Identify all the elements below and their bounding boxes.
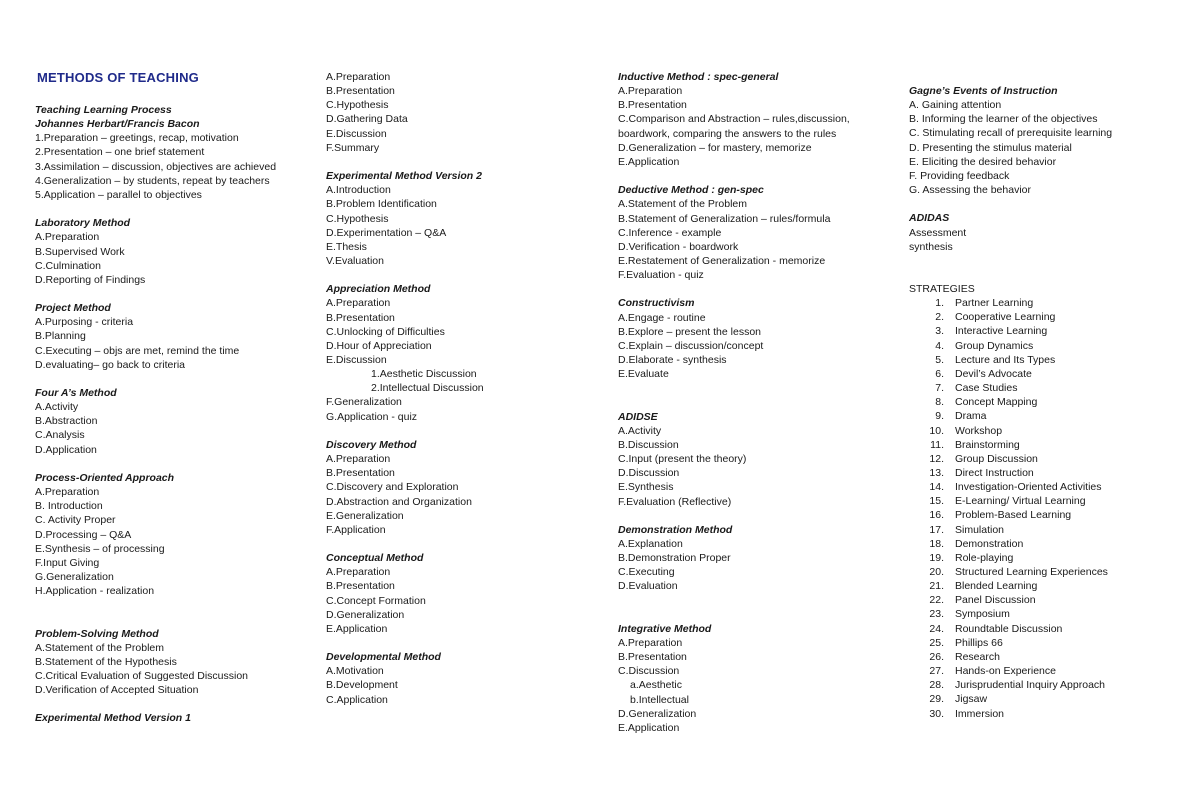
list-item: E.Application (326, 622, 388, 635)
list-item: B.Discussion (618, 438, 679, 451)
list-item: A.Motivation (326, 665, 384, 678)
section-heading: Experimental Method Version 2 (326, 170, 482, 183)
list-item: C.Comparison and Abstraction – rules,discussion, (618, 113, 850, 126)
list-item: E.Synthesis (618, 481, 674, 494)
strategy-item: Phillips 66 (955, 636, 1003, 649)
list-item: B.Presentation (326, 467, 395, 480)
list-item: V.Evaluation (326, 254, 384, 267)
strategy-item: Role-playing (955, 551, 1014, 564)
strategy-item: Investigation-Oriented Activities (955, 481, 1102, 494)
strategy-number: 23. (929, 608, 944, 621)
list-item: E.Discussion (326, 127, 387, 140)
list-item: C.Executing – objs are met, remind the time (35, 344, 240, 357)
list-item: E.Restatement of Generalization - memorize (618, 254, 826, 267)
list-item: C.Critical Evaluation of Suggested Discussion (35, 670, 249, 682)
list-item: 2.Intellectual Discussion (371, 382, 484, 395)
list-item: F.Application (326, 523, 386, 536)
section-heading: Inductive Method : spec-general (618, 71, 779, 83)
list-item: A.Preparation (618, 85, 683, 98)
list-item: D.Reporting of Findings (35, 273, 146, 286)
list-item: A.Activity (618, 424, 662, 437)
list-item: D.Experimentation – Q&A (326, 226, 447, 239)
list-item: C.Unlocking of Difficulties (326, 325, 445, 338)
list-item: B.Presentation (326, 311, 395, 324)
strategy-number: 26. (929, 650, 944, 663)
section-heading: Discovery Method (326, 438, 417, 451)
strategy-number: 30. (929, 707, 944, 720)
list-item: B.Statement of Generalization – rules/formula (618, 212, 831, 225)
list-item: D.evaluating– go back to criteria (35, 358, 185, 371)
strategy-item: Immersion (955, 707, 1005, 720)
strategy-item: Drama (955, 410, 987, 423)
list-item: A.Preparation (35, 486, 100, 499)
page-title: METHODS OF TEACHING (37, 70, 199, 85)
strategy-item: E-Learning/ Virtual Learning (955, 495, 1086, 508)
list-item: boardwork, comparing the answers to the rules (618, 127, 837, 140)
list-item: C. Stimulating recall of prerequisite learning (909, 127, 1113, 140)
list-item: B.Presentation (618, 651, 687, 664)
list-item: A.Preparation (35, 231, 100, 244)
strategy-number: 3. (935, 325, 944, 338)
strategy-item: Direct Instruction (955, 466, 1034, 479)
list-item: C.Explain – discussion/concept (618, 339, 764, 352)
list-item: 1.Preparation – greetings, recap, motivation (35, 132, 239, 145)
section-heading: Process-Oriented Approach (35, 471, 175, 484)
strategy-number: 29. (929, 693, 944, 706)
list-item: C.Input (present the theory) (618, 453, 747, 466)
strategy-number: 4. (935, 339, 944, 352)
strategy-item: Partner Learning (955, 297, 1034, 310)
list-item: F.Generalization (326, 396, 402, 409)
list-item: D.Generalization (618, 707, 697, 720)
list-item: a.Aesthetic (630, 679, 682, 692)
list-item: B.Planning (35, 330, 86, 343)
strategy-number: 19. (929, 551, 944, 564)
list-item: B.Supervised Work (35, 245, 125, 258)
strategy-item: Roundtable Discussion (955, 622, 1063, 635)
list-item: 4.Generalization – by students, repeat by teachers (35, 174, 270, 187)
strategy-number: 27. (929, 665, 944, 678)
section-heading: Laboratory Method (35, 217, 131, 230)
strategy-item: Jurisprudential Inquiry Approach (955, 679, 1106, 692)
strategy-number: 7. (935, 382, 944, 395)
list-item: E. Eliciting the desired behavior (909, 155, 1057, 168)
list-item: G. Assessing the behavior (909, 184, 1031, 197)
strategy-number: 25. (929, 636, 944, 649)
list-item: D.Processing – Q&A (35, 528, 132, 541)
list-item: B.Demonstration Proper (618, 552, 731, 565)
section-heading: Johannes Herbart/Francis Bacon (35, 118, 200, 131)
list-item: D.Evaluation (618, 580, 678, 593)
list-item: B.Statement of the Hypothesis (35, 655, 177, 668)
strategy-item: Structured Learning Experiences (955, 566, 1108, 578)
list-item: 5.Application – parallel to objectives (35, 188, 202, 201)
list-item: B. Informing the learner of the objectives (909, 113, 1098, 126)
list-item: 1.Aesthetic Discussion (371, 368, 477, 381)
list-item: F. Providing feedback (909, 169, 1010, 182)
list-item: A.Engage - routine (618, 311, 706, 324)
list-item: D.Verification - boardwork (618, 240, 739, 253)
section-heading: Conceptual Method (326, 552, 424, 565)
list-item: B.Problem Identification (326, 198, 437, 211)
list-item: F.Evaluation (Reflective) (618, 495, 732, 508)
list-item: D.Abstraction and Organization (326, 495, 472, 508)
list-item: A.Introduction (326, 184, 391, 197)
list-item: B.Explore – present the lesson (618, 325, 762, 338)
list-item: b.Intellectual (630, 693, 689, 706)
strategy-item: Simulation (955, 523, 1005, 536)
list-item: C.Analysis (35, 429, 85, 442)
list-item: B.Abstraction (35, 415, 98, 428)
strategy-item: Cooperative Learning (955, 311, 1056, 324)
list-item: 3.Assimilation – discussion, objectives are achieved (35, 160, 277, 173)
strategy-item: Symposium (955, 608, 1010, 621)
list-item: D.Generalization (326, 608, 405, 621)
list-item: A.Preparation (326, 71, 391, 83)
list-item: C.Executing (618, 566, 675, 579)
list-item: F.Summary (326, 141, 380, 154)
list-item: D. Presenting the stimulus material (909, 141, 1072, 154)
section-heading: Developmental Method (326, 651, 441, 664)
section-heading: Deductive Method : gen-spec (618, 184, 764, 197)
section-heading: Demonstration Method (618, 523, 733, 536)
strategy-item: Devil’s Advocate (955, 367, 1032, 380)
list-item: C.Hypothesis (326, 212, 389, 225)
strategy-number: 16. (929, 509, 944, 522)
list-item: F.Input Giving (35, 556, 100, 569)
list-item: G.Application - quiz (326, 410, 418, 423)
strategy-item: Brainstorming (955, 438, 1020, 451)
strategy-item: Interactive Learning (955, 325, 1048, 338)
strategy-number: 14. (929, 481, 944, 494)
list-item: B.Development (326, 679, 398, 692)
list-item: E.Generalization (326, 509, 404, 522)
list-item: B. Introduction (35, 500, 103, 513)
section-heading: Four A’s Method (35, 387, 117, 399)
section-heading: ADIDSE (618, 410, 658, 423)
list-item: E.Synthesis – of processing (35, 542, 165, 555)
list-item: D.Elaborate - synthesis (618, 354, 727, 366)
strategy-number: 12. (929, 452, 944, 465)
strategy-number: 11. (930, 438, 944, 451)
list-item: C.Concept Formation (326, 594, 426, 607)
list-item: A.Statement of the Problem (35, 641, 164, 654)
list-item: E.Evaluate (618, 368, 669, 381)
strategy-number: 18. (929, 537, 944, 550)
list-item: A.Statement of the Problem (618, 198, 747, 211)
strategy-number: 1. (935, 297, 944, 310)
list-item: D.Verification of Accepted Situation (35, 684, 199, 697)
strategy-number: 13. (929, 466, 944, 479)
list-item: B.Presentation (618, 99, 687, 112)
list-item: G.Generalization (35, 570, 114, 583)
strategy-number: 10. (929, 424, 944, 437)
section-heading: Constructivism (618, 297, 695, 310)
list-item: A.Preparation (326, 566, 391, 579)
list-item: synthesis (909, 240, 953, 253)
strategy-item: Group Discussion (955, 452, 1038, 465)
section-heading: Gagne’s Events of Instruction (909, 85, 1058, 97)
strategy-number: 24. (929, 622, 944, 635)
list-item: A.Purposing - criteria (35, 316, 134, 329)
strategy-item: Blended Learning (955, 580, 1038, 593)
list-item: E.Discussion (326, 354, 387, 366)
list-item: E.Application (618, 155, 680, 168)
strategies-heading: STRATEGIES (909, 283, 975, 295)
list-item: H.Application - realization (35, 585, 155, 598)
strategy-item: Concept Mapping (955, 396, 1038, 409)
list-item: A.Preparation (326, 453, 391, 466)
strategy-number: 8. (935, 396, 944, 409)
strategy-number: 28. (929, 679, 944, 692)
list-item: C.Discussion (618, 665, 680, 678)
list-item: C.Culmination (35, 259, 101, 272)
list-item: D.Discussion (618, 467, 680, 480)
list-item: C.Hypothesis (326, 99, 389, 112)
list-item: D.Hour of Appreciation (326, 339, 432, 352)
section-heading: Teaching Learning Process (35, 104, 172, 116)
list-item: A.Explanation (618, 537, 683, 550)
list-item: A.Preparation (618, 637, 683, 649)
list-item: A. Gaining attention (909, 99, 1002, 112)
list-item: Assessment (909, 226, 967, 239)
strategy-number: 17. (929, 523, 944, 536)
list-item: C.Discovery and Exploration (326, 481, 459, 494)
strategy-item: Group Dynamics (955, 339, 1034, 352)
list-item: D.Gathering Data (326, 113, 408, 126)
list-item: B.Presentation (326, 85, 395, 98)
section-heading: Problem-Solving Method (35, 627, 159, 640)
list-item: E.Application (618, 721, 680, 734)
strategy-number: 22. (929, 594, 944, 607)
strategy-item: Jigsaw (955, 693, 988, 706)
strategy-item: Research (955, 650, 1000, 663)
strategy-item: Demonstration (955, 537, 1024, 550)
strategy-item: Panel Discussion (955, 594, 1036, 607)
strategy-number: 20. (929, 566, 944, 578)
list-item: 2.Presentation – one brief statement (35, 146, 205, 159)
strategy-number: 5. (935, 353, 944, 366)
list-item: D.Application (35, 443, 97, 456)
strategy-number: 15. (929, 495, 944, 508)
list-item: C.Application (326, 693, 388, 706)
strategy-number: 21. (929, 580, 944, 593)
list-item: A.Activity (35, 401, 79, 414)
strategy-item: Case Studies (955, 382, 1018, 395)
section-heading: Experimental Method Version 1 (35, 712, 191, 725)
section-heading: Project Method (35, 302, 111, 315)
section-heading: Integrative Method (618, 622, 712, 635)
list-item: C.Inference - example (618, 226, 722, 239)
list-item: A.Preparation (326, 297, 391, 310)
strategy-number: 6. (935, 367, 944, 380)
strategy-item: Lecture and Its Types (955, 353, 1056, 366)
list-item: B.Presentation (326, 580, 395, 593)
section-heading: ADIDAS (909, 212, 950, 225)
list-item: F.Evaluation - quiz (618, 269, 704, 282)
section-heading: Appreciation Method (326, 283, 431, 296)
strategy-number: 9. (935, 410, 944, 423)
strategy-item: Problem-Based Learning (955, 509, 1072, 522)
list-item: E.Thesis (326, 240, 367, 253)
strategy-number: 2. (935, 311, 944, 324)
list-item: C. Activity Proper (35, 514, 116, 527)
list-item: D.Generalization – for mastery, memorize (618, 141, 812, 154)
strategy-item: Hands-on Experience (955, 665, 1056, 678)
strategy-item: Workshop (955, 424, 1003, 437)
